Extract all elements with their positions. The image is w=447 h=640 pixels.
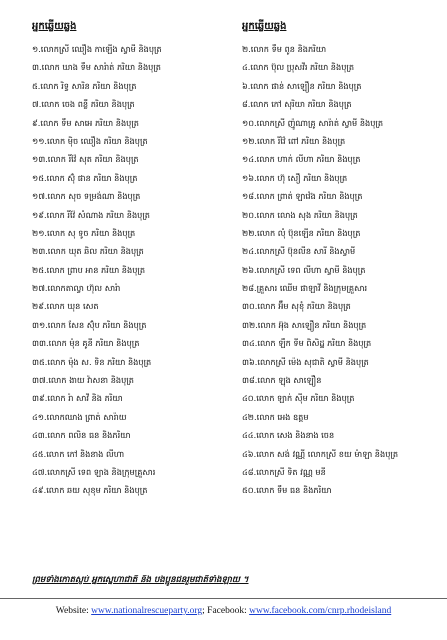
list-item: ៤៣.លោក ពលិន ធន និងភរិយា xyxy=(32,430,131,441)
list-item: ១៧.លោក សុច ទម្រង់ណា និងបុត្រ xyxy=(32,191,141,202)
list-item: ២៧.លោកតាល្វា ហ៊ុល សារ៉ា xyxy=(32,283,121,294)
list-item: ៤០.លោក ឡាក់ ស៊ីម ភរិយា និងបុត្រ xyxy=(242,393,355,404)
list-item: ៣២.លោក អ៊ុង សាឡឿន ភរិយា និងបុត្រ xyxy=(242,319,367,330)
list-item: ៤១.លោកឈាង ព្រាត់ សារ៉ាយ xyxy=(32,411,127,422)
list-item: ៥០.លោក ទឹម ធន និងភរិយា xyxy=(242,485,332,496)
list-item: ២១.លោក សុ ទូច ភរិយា និងបុត្រ xyxy=(32,227,136,238)
list-item: ៥.លោក រិទ្ធ សារិន ភរិយា និងបុត្រ xyxy=(32,80,137,91)
left-column xyxy=(32,18,232,500)
list-item: ៦.លោក ផាន់ សាឡឿន ភរិយា និងបុត្រ xyxy=(242,80,362,91)
list-item: ៣៦.លោកស្រី ម៉េង សុជាតិ ស្វាមី និងបុត្រ xyxy=(242,356,369,367)
website-link[interactable]: www.nationalrescueparty.org xyxy=(91,606,203,616)
right-column xyxy=(242,18,442,500)
list-item: ៩.លោក ទឹម សាអេ ភរិយា និងបុត្រ xyxy=(32,117,140,128)
list-item: ២.លោក ទឹម ពូន និងភរិយា xyxy=(242,44,327,54)
list-item: ១៩.លោក រីវ៉ៃ សំណាង ភរិយា និងបុត្រ xyxy=(32,209,150,220)
list-item: ៣៩.លោក រ៉ា សាវី និង ភរិយា xyxy=(32,393,123,404)
list-item: ៤.លោក ប៊ុល ប្រុសវីរ ភរិយា និងបុត្រ xyxy=(242,62,355,73)
website-footer xyxy=(0,606,447,616)
list-item: ២៣.លោក ឃុត ឆិល ភរិយា និងបុត្រ xyxy=(32,246,144,257)
list-item: ៤២.លោក អេង ឧត្តម xyxy=(242,411,309,422)
list-item: ១៥.លោក ស៊ុំ ផាន ភរិយា និងបុត្រ xyxy=(32,172,138,183)
list-item: ២៨.គ្រួសារ ឈើម ផាឡាវី និងក្រុមគ្រួសារ xyxy=(242,283,368,294)
list-item: ១៤.លោក ហាក់ លីហា ភរិយា និងបុត្រ xyxy=(242,154,361,165)
closing-note: ព្រមទាំងកោតស្ញប់ អ្នកស្នេហាជាតិ និង បងប្អូនជនរួមជាតិទាំងឡាយ ។ xyxy=(32,575,249,585)
list-item: ១២.លោក រីវ៉ៃ ពៅ ភរិយា និងបុត្រ xyxy=(242,135,346,146)
list-item: ៣.លោក ឃាង ទឹម សារ៉ាត់ ភរិយា និងបុត្រ xyxy=(32,62,161,73)
list-item: ៧.លោក ចេង ពន្លឺ ភរិយា និងបុត្រ xyxy=(32,99,135,110)
list-item: ៤៥.លោក កៅ និងនាង លីហា xyxy=(32,448,125,459)
list-item: ៣៥.លោក ម៉ុង ស. ទិន ភរិយា និងបុត្រ xyxy=(32,356,152,367)
list-item: ២៤.លោកស្រី ប៊ុនលីន សារី និងស្វាមី xyxy=(242,246,356,257)
list-item: ៣៤.លោក ឡឹក ទីម ពិសិដ្ឋ ភរិយា និងបុត្រ xyxy=(242,338,372,349)
list-item: ៣០.លោក អ៊ឹម សុខុំ ភរិយា និងបុត្រ xyxy=(242,301,351,312)
list-item: ៤៦.លោក សង់ វណ្ណី លោកស្រី ខយ ម៉ាឡា និងបុត្រ xyxy=(242,448,399,459)
list-item: ១១.លោក ម៉ិច ឈឿង ភរិយា និងបុត្រ xyxy=(32,135,148,146)
list-item: ២៦.លោកស្រី ទេព លីហា ស្វាមី និងបុត្រ xyxy=(242,264,366,275)
right-list xyxy=(242,40,442,500)
list-item: ២០.លោក លោង សុង ភរិយា និងបុត្រ xyxy=(242,209,358,220)
list-item: ២៩.លោក ឃុន សេត xyxy=(32,301,99,312)
left-list xyxy=(32,40,232,500)
list-item: ១៨.លោក ព្រាត់ ឡាវ៉េង ភរិយា និងបុត្រ xyxy=(242,191,363,202)
facebook-label: ; Facebook: xyxy=(202,606,247,616)
list-item: ១៣.លោក រីវ៉ៃ សុត ភរិយា និងបុត្រ xyxy=(32,154,139,165)
list-item: ៤៩.លោក ឆយ សុខុម ភរិយា និងបុត្រ xyxy=(32,485,148,496)
footer-divider xyxy=(0,598,447,599)
list-item: ៤៤.លោក សេង និងនាង ចេន xyxy=(242,430,335,441)
list-item: ៣១.លោក សែន ស៊ុំប ភរិយា និងបុត្រ xyxy=(32,319,147,330)
website-label: Website: xyxy=(55,606,89,616)
list-item: ៤៨.លោកស្រី ទិត វណ្ណ មនី xyxy=(242,466,326,477)
list-item: ១០.លោកស្រី ញ៉ូណាគ្រូ សារ៉ាត់ ស្វាមី និងបុត្រ xyxy=(242,117,384,128)
facebook-link[interactable]: www.facebook.com/cnrp.rhodeisland xyxy=(249,606,392,616)
list-item: ២២.លោក លុំ ប៊ុនឡើន ភរិយា និងបុត្រ xyxy=(242,227,361,238)
left-column-heading: អ្នកឆ្លើយឆ្លង xyxy=(32,21,77,32)
right-column-heading: អ្នកឆ្លើយឆ្លង xyxy=(242,21,287,32)
list-item: ២៥.លោក ព្រាប អាន ភរិយា និងបុត្រ xyxy=(32,264,146,275)
list-item: ១៦.លោក ហ៊ុ សឿ ភរិយា និងបុត្រ xyxy=(242,172,348,183)
list-item: ៣៧.លោក ងាយ វ៉ាសនា និងបុត្រ xyxy=(32,375,134,386)
list-item: ៣៨.លោក ឡុង សាឡឿន xyxy=(242,375,322,386)
list-item: ១.លោកស្រី ឈឿង កាឡើង ស្វាមី និងបុត្រ xyxy=(32,44,162,54)
list-item: ៨.លោក កៅ សុរិយា ភរិយា និងបុត្រ xyxy=(242,99,352,110)
list-item: ៣៣.លោក ម៉ុន គូនី ភរិយា និងបុត្រ xyxy=(32,338,140,349)
list-item: ៤៧.លោកស្រី ទេព ឡាង និងក្រុមគ្រួសារ xyxy=(32,466,156,477)
